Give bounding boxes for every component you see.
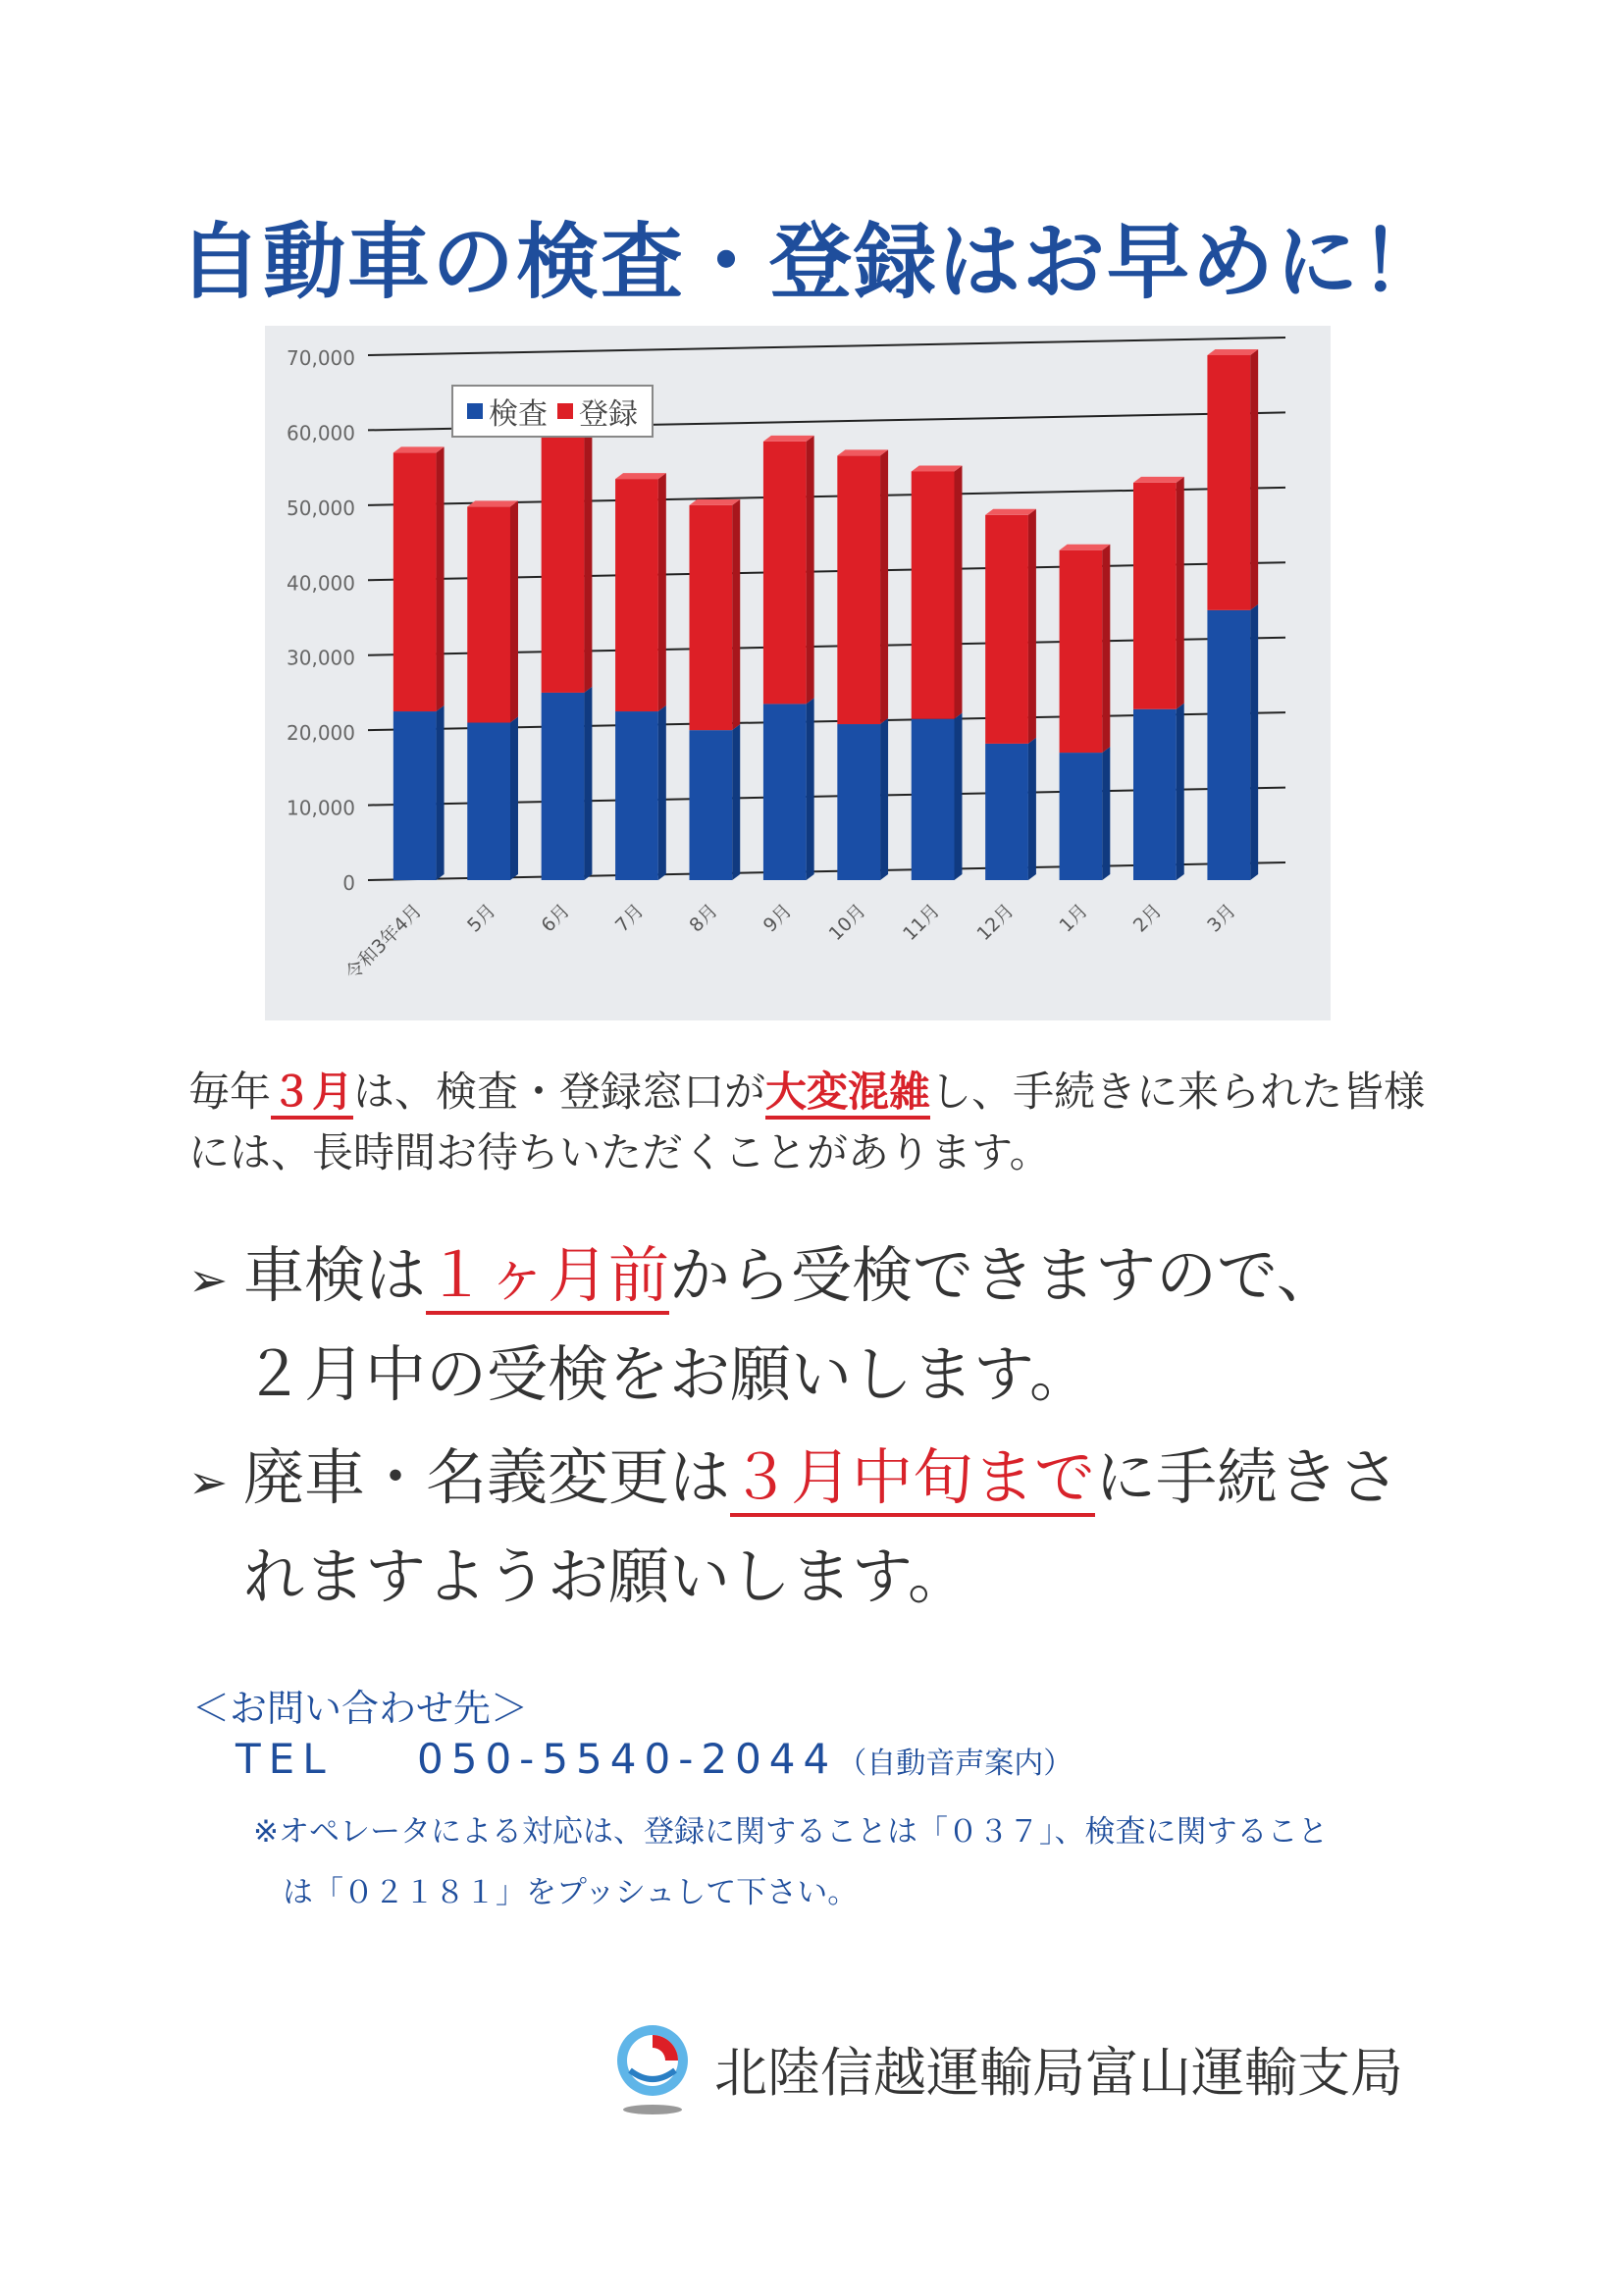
- bullet-deregistration: [188, 1431, 1464, 1624]
- bar-registration: [912, 471, 955, 718]
- bar-registration: [837, 455, 880, 724]
- bar-registration: [467, 506, 510, 722]
- bar-inspection: [1133, 709, 1177, 880]
- bar-registration: [1133, 483, 1177, 709]
- bar-top-face: [763, 436, 814, 442]
- organization-logo-icon: [608, 2019, 697, 2117]
- bar-inspection-side: [658, 705, 666, 880]
- x-tick-label: 12月: [972, 899, 1019, 946]
- bar-registration-side: [510, 500, 518, 722]
- bar-registration-side: [1250, 349, 1258, 610]
- bar-registration: [542, 434, 585, 693]
- bar-top-face: [615, 473, 666, 479]
- x-tick-label: 7月: [610, 899, 649, 937]
- bar-registration: [985, 515, 1028, 744]
- y-tick-label: 0: [342, 871, 355, 895]
- bar-inspection: [467, 723, 510, 881]
- bar-top-face: [1060, 545, 1111, 550]
- bar-inspection: [837, 724, 880, 880]
- y-tick-label: 70,000: [287, 346, 355, 370]
- bar-inspection: [985, 744, 1028, 880]
- x-tick-label: 令和3年4月: [340, 899, 427, 985]
- legend-swatch-registration: [557, 403, 573, 419]
- contact-phone: [236, 1735, 1073, 1783]
- bar-inspection-side: [510, 717, 518, 881]
- x-tick-label: 5月: [463, 899, 500, 937]
- bar-top-face: [1207, 349, 1258, 355]
- bar-inspection: [542, 693, 585, 880]
- bar-inspection-side: [437, 705, 445, 880]
- x-tick-label: 8月: [685, 899, 722, 937]
- bar-inspection: [1060, 753, 1103, 880]
- bar-registration: [1207, 355, 1250, 610]
- bar-top-face: [1133, 477, 1184, 483]
- x-tick-label: 10月: [824, 899, 870, 946]
- bullet2-text-post: に手続きさ: [1095, 1441, 1400, 1513]
- bar-inspection: [912, 719, 955, 880]
- bar-registration: [615, 479, 658, 711]
- bar-inspection-side: [1102, 747, 1110, 880]
- legend-swatch-inspection: [467, 403, 483, 419]
- tel-label: TEL: [236, 1735, 334, 1783]
- bar-registration-side: [437, 446, 445, 711]
- bar-inspection: [763, 704, 807, 880]
- bullet1-text-post: から受検できますので、: [669, 1239, 1337, 1311]
- bar-registration-side: [732, 499, 740, 730]
- contact-heading: ＜お問い合わせ先＞: [192, 1687, 529, 1730]
- bar-inspection-side: [732, 724, 740, 880]
- bar-top-face: [985, 509, 1036, 515]
- x-tick-label: 1月: [1055, 899, 1092, 937]
- bar-registration-side: [1102, 545, 1110, 753]
- y-tick-label: 10,000: [287, 796, 355, 820]
- bar-top-face: [837, 449, 888, 455]
- chart-legend: [451, 385, 654, 438]
- y-tick-label: 20,000: [287, 721, 355, 746]
- bar-registration-side: [880, 449, 888, 724]
- gridline: [368, 338, 1285, 355]
- x-tick-label: 3月: [1203, 899, 1240, 937]
- bar-inspection: [615, 711, 658, 880]
- arrow-bullet-icon: ➢: [188, 1253, 229, 1308]
- bar-inspection-side: [1028, 738, 1036, 880]
- operator-note-line1: ※オペレータによる対応は、登録に関することは「０３７」、検査に関すること: [253, 1814, 1329, 1850]
- bar-registration-side: [954, 465, 962, 718]
- stacked-bar-chart: [265, 326, 1331, 1020]
- organization-block: [608, 2019, 1403, 2117]
- bar-inspection-side: [1250, 604, 1258, 880]
- arrow-bullet-icon: ➢: [188, 1455, 229, 1510]
- bar-registration-side: [584, 428, 592, 693]
- highlight-march: ３月: [271, 1068, 353, 1120]
- bullet1-highlight: １ヶ月前: [426, 1239, 669, 1315]
- y-tick-label: 50,000: [287, 496, 355, 520]
- bar-registration: [393, 452, 437, 711]
- x-tick-label: 11月: [899, 899, 945, 946]
- bar-registration: [1060, 550, 1103, 753]
- bar-inspection: [393, 711, 437, 880]
- bar-inspection: [1207, 610, 1250, 880]
- tel-note: （自動音声案内）: [837, 1747, 1073, 1781]
- bar-registration-side: [1028, 509, 1036, 744]
- bar-inspection-side: [584, 687, 592, 880]
- operator-note: [253, 1801, 1431, 1923]
- x-tick-label: 9月: [759, 899, 797, 937]
- bar-top-face: [690, 499, 741, 505]
- notice-text-1: 毎年: [188, 1068, 272, 1116]
- bullet-vehicle-inspection: [188, 1228, 1464, 1422]
- bullet2-highlight: ３月中旬まで: [730, 1441, 1095, 1517]
- legend-item-inspection: [467, 390, 548, 433]
- highlight-crowded: 大変混雑: [765, 1068, 930, 1120]
- bar-top-face: [467, 500, 518, 506]
- y-tick-label: 40,000: [287, 571, 355, 596]
- bar-registration-side: [658, 473, 666, 711]
- bar-inspection-side: [1177, 704, 1184, 880]
- legend-label-registration: 登録: [579, 397, 638, 432]
- bullet1-line2: ２月中の受検をお願いします。: [243, 1338, 1091, 1410]
- x-tick-label: 2月: [1128, 899, 1167, 937]
- bar-registration-side: [807, 436, 814, 704]
- notice-text-2: は、検査・登録窓口が: [353, 1068, 766, 1116]
- tel-number: 050-5540-2044: [417, 1735, 838, 1783]
- bar-inspection-side: [954, 713, 962, 880]
- operator-note-line2: は「０２１８１」をプッシュして下さい。: [283, 1875, 859, 1910]
- bar-inspection: [690, 730, 733, 880]
- organization-name: 北陸信越運輸局富山運輸支局: [714, 2041, 1403, 2104]
- bar-top-face: [393, 446, 445, 452]
- y-tick-label: 30,000: [287, 646, 355, 670]
- legend-label-inspection: 検査: [489, 397, 548, 432]
- chart: [265, 326, 1331, 1020]
- bar-registration: [690, 505, 733, 730]
- bar-inspection-side: [807, 698, 814, 880]
- bar-registration: [763, 442, 807, 704]
- bullet2-text-pre: 廃車・名義変更は: [243, 1441, 731, 1513]
- bar-top-face: [912, 465, 963, 471]
- bar-registration-side: [1177, 477, 1184, 709]
- page-title: 自動車の検査・登録はお早めに！: [178, 214, 1444, 310]
- legend-item-registration: [557, 390, 638, 433]
- notice-paragraph: [188, 1062, 1454, 1183]
- bullet1-text-pre: 車検は: [243, 1239, 427, 1311]
- notice-text-3: し、手続きに来られた皆様には、長時間お待ちいただくことがあります。: [188, 1068, 1426, 1176]
- bullet2-line2: れますようお願いします。: [243, 1540, 969, 1612]
- x-tick-label: 6月: [537, 899, 575, 937]
- y-tick-label: 60,000: [287, 421, 355, 445]
- bar-inspection-side: [880, 718, 888, 880]
